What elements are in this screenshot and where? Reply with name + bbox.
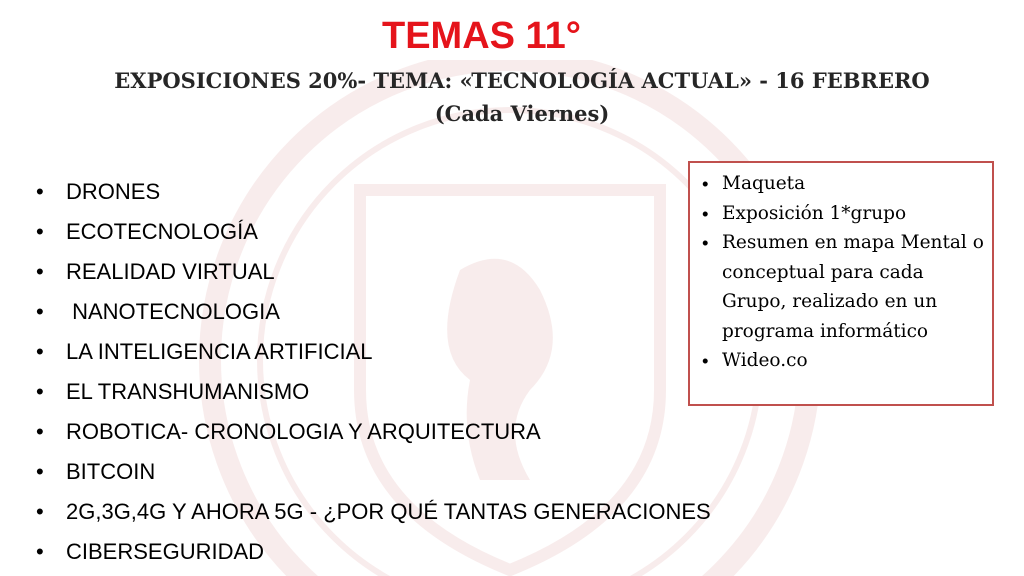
list-item	[698, 169, 984, 199]
bullet-icon: •	[36, 499, 44, 524]
topic-label: EL TRANSHUMANISMO	[66, 379, 310, 404]
topic-label: ROBOTICA- CRONOLOGIA Y ARQUITECTURA	[66, 419, 541, 444]
list-item	[36, 332, 711, 372]
topic-label: NANOTECNOLOGIA	[66, 299, 280, 324]
requirements-list	[698, 169, 984, 376]
list-item	[36, 412, 711, 452]
topic-label: ECOTECNOLOGÍA	[66, 219, 258, 244]
bullet-icon: •	[702, 202, 709, 224]
list-item	[36, 172, 711, 212]
list-item	[36, 212, 711, 252]
bullet-icon: •	[702, 232, 709, 253]
list-item	[36, 532, 711, 572]
list-item	[36, 372, 711, 412]
bullet-icon: •	[36, 339, 44, 364]
list-item	[36, 292, 711, 332]
list-item	[698, 199, 984, 229]
bullet-icon: •	[36, 219, 44, 244]
topic-label: BITCOIN	[66, 459, 156, 484]
requirement-label: Wideo.co	[722, 350, 808, 371]
slide-title: TEMAS 11°	[382, 15, 581, 57]
bullet-icon: •	[702, 173, 709, 194]
slide-subtitle: EXPOSICIONES 20%- TEMA: «TECNOLOGÍA ACTUAL» - 16 FEBRERO (Cada Viernes)	[114, 68, 930, 126]
list-item	[698, 228, 984, 346]
requirement-label: Exposición 1*grupo	[722, 202, 907, 224]
topics-list	[36, 172, 711, 572]
list-item	[36, 492, 711, 532]
topic-label: 2G,3G,4G Y AHORA 5G - ¿POR QUÉ TANTAS GENERACIONES	[66, 499, 711, 524]
topic-label: REALIDAD VIRTUAL	[66, 259, 275, 284]
requirement-label: Resumen en mapa Mental o conceptual para cada Grupo, realizado en un programa informático	[722, 232, 984, 342]
bullet-icon: •	[36, 379, 44, 404]
list-item	[36, 452, 711, 492]
topic-label: DRONES	[66, 179, 161, 204]
requirements-box	[688, 161, 994, 406]
list-item	[698, 346, 984, 376]
bullet-icon: •	[36, 259, 44, 284]
requirement-label: Maqueta	[722, 173, 806, 194]
topic-label: CIBERSEGURIDAD	[66, 539, 265, 564]
bullet-icon: •	[36, 539, 44, 564]
bullet-icon: •	[36, 179, 44, 204]
list-item	[36, 252, 711, 292]
bullet-icon: •	[702, 350, 709, 371]
bullet-icon: •	[36, 459, 44, 484]
topic-label: LA INTELIGENCIA ARTIFICIAL	[66, 339, 373, 364]
bullet-icon: •	[36, 419, 44, 444]
bullet-icon: •	[36, 299, 44, 324]
